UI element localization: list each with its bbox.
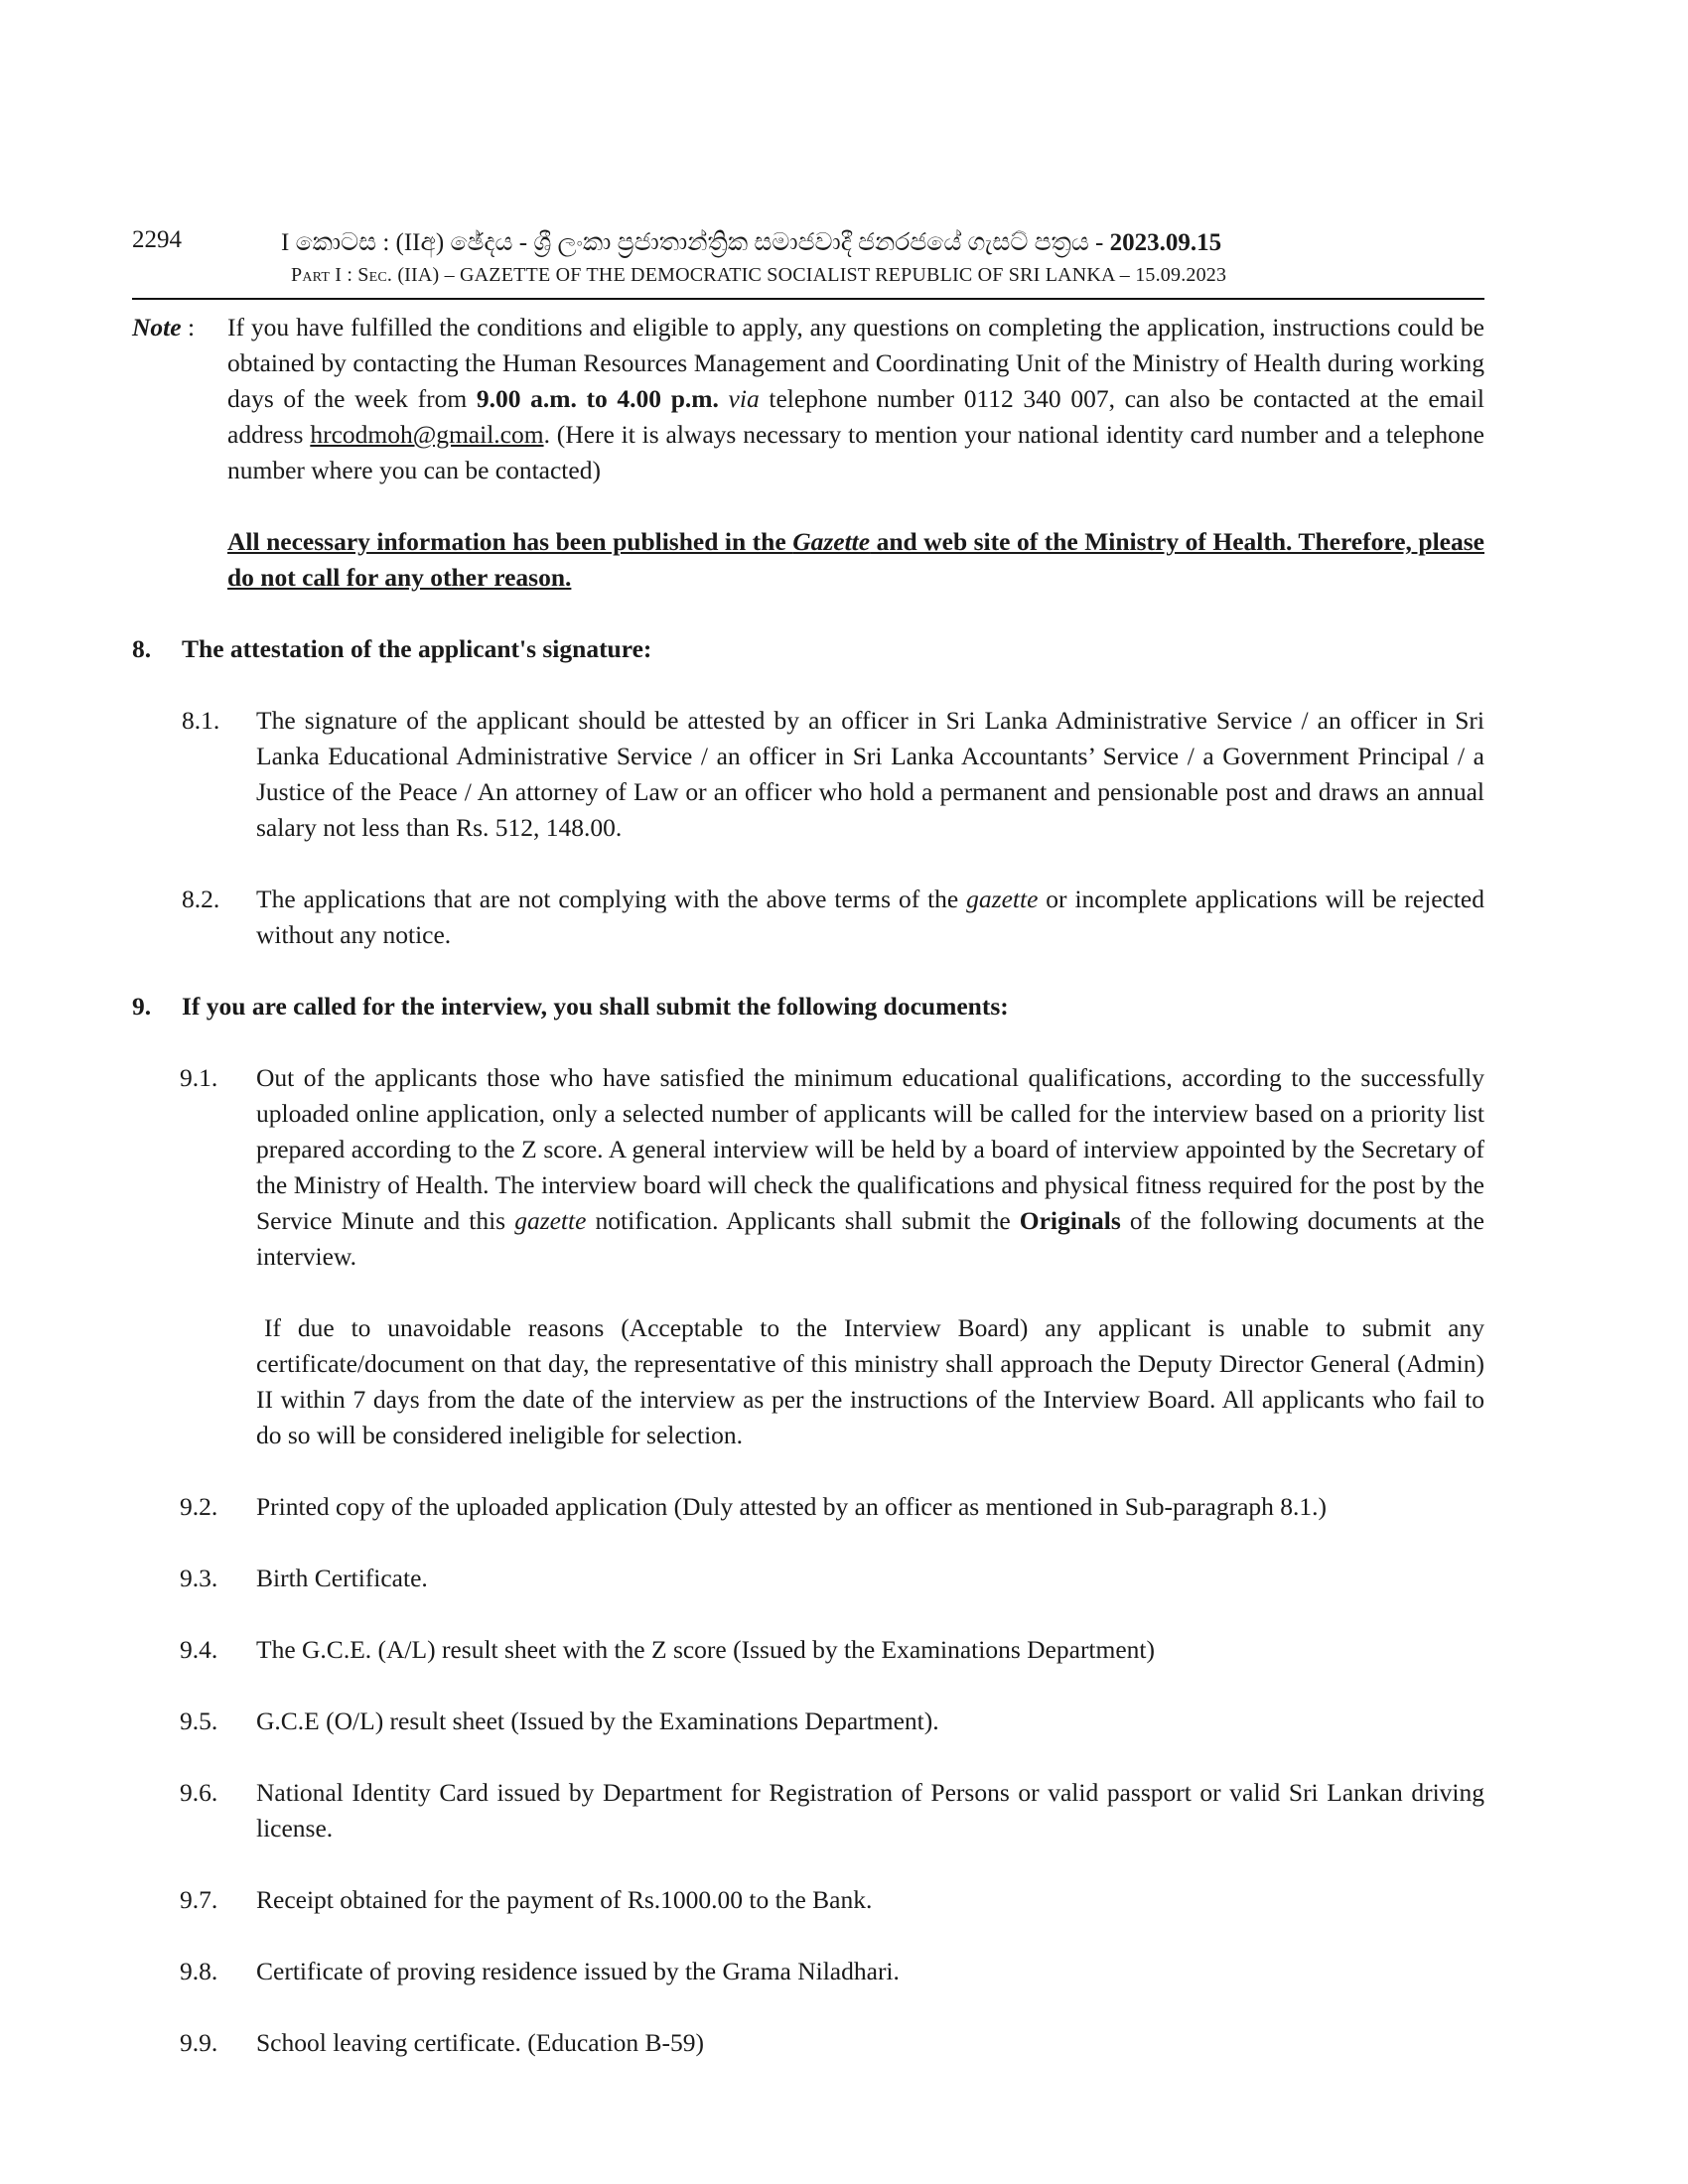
note-label: Note : <box>132 313 196 341</box>
list-item <box>132 2025 1484 2061</box>
list-item <box>132 1632 1484 1668</box>
list-item <box>132 1882 1484 1918</box>
item-text: The G.C.E. (A/L) result sheet with the Z score (Issued by the Examinations Department) <box>256 1635 1156 1664</box>
office-hours: 9.00 a.m. to 4.00 p.m. <box>476 384 719 413</box>
note-block <box>132 310 1484 596</box>
section-title: If you are called for the interview, you shall submit the following documents: <box>182 992 1009 1021</box>
item-body <box>256 1060 1484 1453</box>
header-rule <box>132 298 1484 300</box>
sinhala-header-date: 2023.09.15 <box>1109 229 1222 256</box>
item-text: Receipt obtained for the payment of Rs.1000.00 to the Bank. <box>256 1885 873 1914</box>
item-number: 9.6. <box>180 1778 218 1807</box>
email-link[interactable]: hrcodmoh@gmail.com <box>310 420 544 449</box>
section-number: 8. <box>132 634 152 663</box>
list-item <box>132 703 1484 846</box>
item-text: National Identity Card issued by Department for Registration of Persons or valid passport or valid Sri Lankan driving license. <box>256 1778 1484 1843</box>
note-warning: All necessary information has been published in the Gazette and web site of the Ministry of Health. Therefore, please do not call for any other reason. <box>227 527 1484 592</box>
list-item <box>132 1561 1484 1596</box>
section-number: 9. <box>132 992 152 1021</box>
page-number: 2294 <box>132 226 182 253</box>
item-number: 9.9. <box>180 2028 218 2057</box>
section-9-heading <box>132 989 1484 1024</box>
item-number: 9.2. <box>180 1492 218 1521</box>
item-number: 8.2. <box>182 885 220 913</box>
item-text: The applications that are not complying with the above terms of the gazette or incomplete applications will be rejected without any notice. <box>256 885 1484 949</box>
item-text: Certificate of proving residence issued by the Grama Niladhari. <box>256 1957 900 1985</box>
item-text-continued: If due to unavoidable reasons (Acceptable to the Interview Board) any applicant is unable to submit any certificate/document on that day, the representative of this ministry shall approach the Deputy Director General (Admin) II within 7 days from the date of the interview as per the instructions of the Interview Board. All applicants who fail to do so will be considered ineligible for selection. <box>256 1313 1484 1449</box>
list-item <box>132 1489 1484 1525</box>
item-text: School leaving certificate. (Education B-59) <box>256 2028 705 2057</box>
item-number: 9.5. <box>180 1706 218 1735</box>
item-number: 9.1. <box>180 1063 218 1092</box>
page-header <box>132 226 1482 302</box>
note-paragraph: If you have fulfilled the conditions and eligible to apply, any questions on completing the application, instructions could be obtained by contacting the Human Resources Management and Coordinating Unit of the Ministry of Health during working days of the week from 9.00 a.m. to 4.00 p.m. via telephone number 0112 340 007, can also be contacted at the email address hrcodmoh@gmail.com. (Here it is always necessary to mention your national identity card number and a telephone number where you can be contacted) <box>227 313 1484 484</box>
list-item <box>132 1775 1484 1846</box>
english-header-part: Part I : Sec. <box>291 264 393 286</box>
item-number: 9.3. <box>180 1564 218 1592</box>
list-item <box>132 882 1484 953</box>
list-item <box>132 1060 1484 1453</box>
note-body <box>227 310 1484 596</box>
list-item <box>132 1954 1484 1989</box>
item-text: Out of the applicants those who have satisfied the minimum educational qualifications, according to the successfully uploaded online application, only a selected number of applicants will be called for the interview based on a priority list prepared according to the Z score. A general interview will be held by a board of interview appointed by the Secretary of the Ministry of Health. The interview board will check the qualifications and physical fitness required for the post by the Service Minute and this gazette notification. Applicants shall submit the Originals of the following documents at the interview. <box>256 1063 1484 1271</box>
item-number: 9.4. <box>180 1635 218 1664</box>
english-header-text: (IIA) – GAZETTE OF THE DEMOCRATIC SOCIALIST REPUBLIC OF SRI LANKA – 15.09.2023 <box>392 264 1227 286</box>
section-title: The attestation of the applicant's signature: <box>182 634 652 663</box>
section-8-heading <box>132 631 1484 667</box>
item-text: G.C.E (O/L) result sheet (Issued by the Examinations Department). <box>256 1706 939 1735</box>
document-body <box>132 310 1484 2061</box>
item-number: 9.7. <box>180 1885 218 1914</box>
item-text: The signature of the applicant should be attested by an officer in Sri Lanka Administrative Service / an officer in Sri Lanka Educational Administrative Service / an officer in Sri Lanka Accountants’ Service / a Government Principal / a Justice of the Peace / An attorney of Law or an officer who hold a permanent and pensionable post and draws an annual salary not less than Rs. 512, 148.00. <box>256 706 1484 842</box>
item-text: Printed copy of the uploaded application (Duly attested by an officer as mentioned in Sub-paragraph 8.1.) <box>256 1492 1328 1521</box>
item-text: Birth Certificate. <box>256 1564 428 1592</box>
list-item <box>132 1704 1484 1739</box>
item-number: 8.1. <box>182 706 220 735</box>
sinhala-header-line <box>281 229 1221 257</box>
sinhala-header-text: I කොටස : (IIඅ) ඡේදය - ශ්‍රී ලංකා ප්‍රජාතාන්ත්‍රික සමාජවාදී ජනරජයේ ගැසට් පත්‍රය - <box>281 229 1110 256</box>
english-header-line <box>291 264 1226 287</box>
item-number: 9.8. <box>180 1957 218 1985</box>
